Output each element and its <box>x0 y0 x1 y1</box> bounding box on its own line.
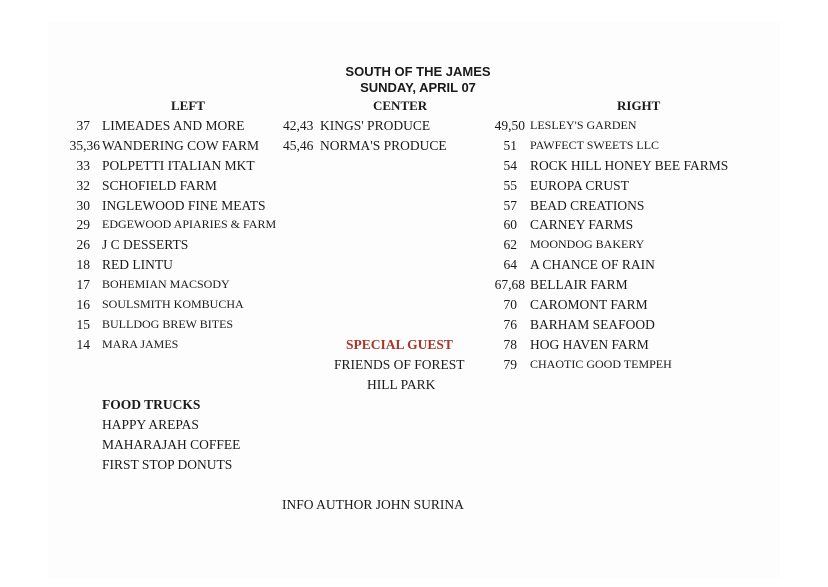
vendor-name: CHAOTIC GOOD TEMPEH <box>530 357 672 371</box>
special-guest-name-line1: FRIENDS OF FOREST <box>334 357 465 372</box>
vendor-number: 33 <box>76 158 90 173</box>
vendor-name: RED LINTU <box>102 257 173 272</box>
vendor-number: 17 <box>76 277 90 292</box>
vendor-name: CAROMONT FARM <box>530 297 648 312</box>
vendor-number: 49,50 <box>494 118 525 133</box>
vendor-number: 29 <box>76 217 90 232</box>
vendor-name: LESLEY'S GARDEN <box>530 118 637 132</box>
vendor-number: 26 <box>76 237 90 252</box>
food-truck-item: HAPPY AREPAS <box>102 417 199 432</box>
right-column-header: RIGHT <box>617 98 661 113</box>
vendor-name: WANDERING COW FARM <box>102 138 260 153</box>
vendor-name: BEAD CREATIONS <box>530 198 645 213</box>
vendor-number: 57 <box>503 198 517 213</box>
vendor-number: 60 <box>503 217 517 232</box>
vendor-number: 32 <box>76 178 90 193</box>
vendor-name: INGLEWOOD FINE MEATS <box>102 198 266 213</box>
vendor-name: MOONDOG BAKERY <box>530 237 645 251</box>
vendor-name: EUROPA CRUST <box>530 178 629 193</box>
page-date: SUNDAY, APRIL 07 <box>360 80 476 95</box>
vendor-number: 62 <box>503 237 517 252</box>
vendor-name: KINGS' PRODUCE <box>320 118 431 133</box>
vendor-number: 51 <box>503 138 517 153</box>
vendor-number: 67,68 <box>494 277 525 292</box>
vendor-name: POLPETTI ITALIAN MKT <box>102 158 255 173</box>
vendor-number: 70 <box>503 297 517 312</box>
vendor-name: SOULSMITH KOMBUCHA <box>102 297 244 311</box>
vendor-name: BULLDOG BREW BITES <box>102 317 234 331</box>
vendor-number: 18 <box>76 257 90 272</box>
vendor-name: EDGEWOOD APIARIES & FARM <box>102 217 277 231</box>
vendor-name: PAWFECT SWEETS LLC <box>530 138 660 152</box>
vendor-number: 35,36 <box>69 138 100 153</box>
food-trucks-heading: FOOD TRUCKS <box>102 397 201 412</box>
vendor-number: 55 <box>503 178 517 193</box>
vendor-number: 45,46 <box>283 138 314 153</box>
vendor-name: BOHEMIAN MACSODY <box>102 277 230 291</box>
vendor-name: HOG HAVEN FARM <box>530 337 649 352</box>
vendor-number: 42,43 <box>283 118 314 133</box>
special-guest-label: SPECIAL GUEST <box>346 337 453 352</box>
vendor-number: 76 <box>503 317 517 332</box>
vendor-number: 79 <box>503 357 517 372</box>
vendor-name: A CHANCE OF RAIN <box>530 257 655 272</box>
special-guest-name-line2: HILL PARK <box>367 377 436 392</box>
food-truck-item: FIRST STOP DONUTS <box>102 457 233 472</box>
page-title: SOUTH OF THE JAMES <box>345 64 491 79</box>
vendor-name: J C DESSERTS <box>102 237 189 252</box>
vendor-name: NORMA'S PRODUCE <box>320 138 447 153</box>
vendor-name: ROCK HILL HONEY BEE FARMS <box>530 158 729 173</box>
info-author-footer: INFO AUTHOR JOHN SURINA <box>282 497 464 512</box>
vendor-name: MARA JAMES <box>102 337 179 351</box>
vendor-number: 64 <box>503 257 517 272</box>
vendor-number: 78 <box>503 337 517 352</box>
vendor-name: BELLAIR FARM <box>530 277 628 292</box>
vendor-name: CARNEY FARMS <box>530 217 634 232</box>
left-column-header: LEFT <box>171 98 205 113</box>
vendor-name: SCHOFIELD FARM <box>102 178 217 193</box>
vendor-number: 14 <box>76 337 90 352</box>
vendor-number: 30 <box>76 198 90 213</box>
food-truck-item: MAHARAJAH COFFEE <box>102 437 241 452</box>
vendor-number: 15 <box>76 317 90 332</box>
center-column-header: CENTER <box>373 98 428 113</box>
vendor-number: 16 <box>76 297 90 312</box>
vendor-number: 37 <box>76 118 90 133</box>
vendor-name: LIMEADES AND MORE <box>102 118 245 133</box>
vendor-number: 54 <box>503 158 517 173</box>
vendor-name: BARHAM SEAFOOD <box>530 317 655 332</box>
